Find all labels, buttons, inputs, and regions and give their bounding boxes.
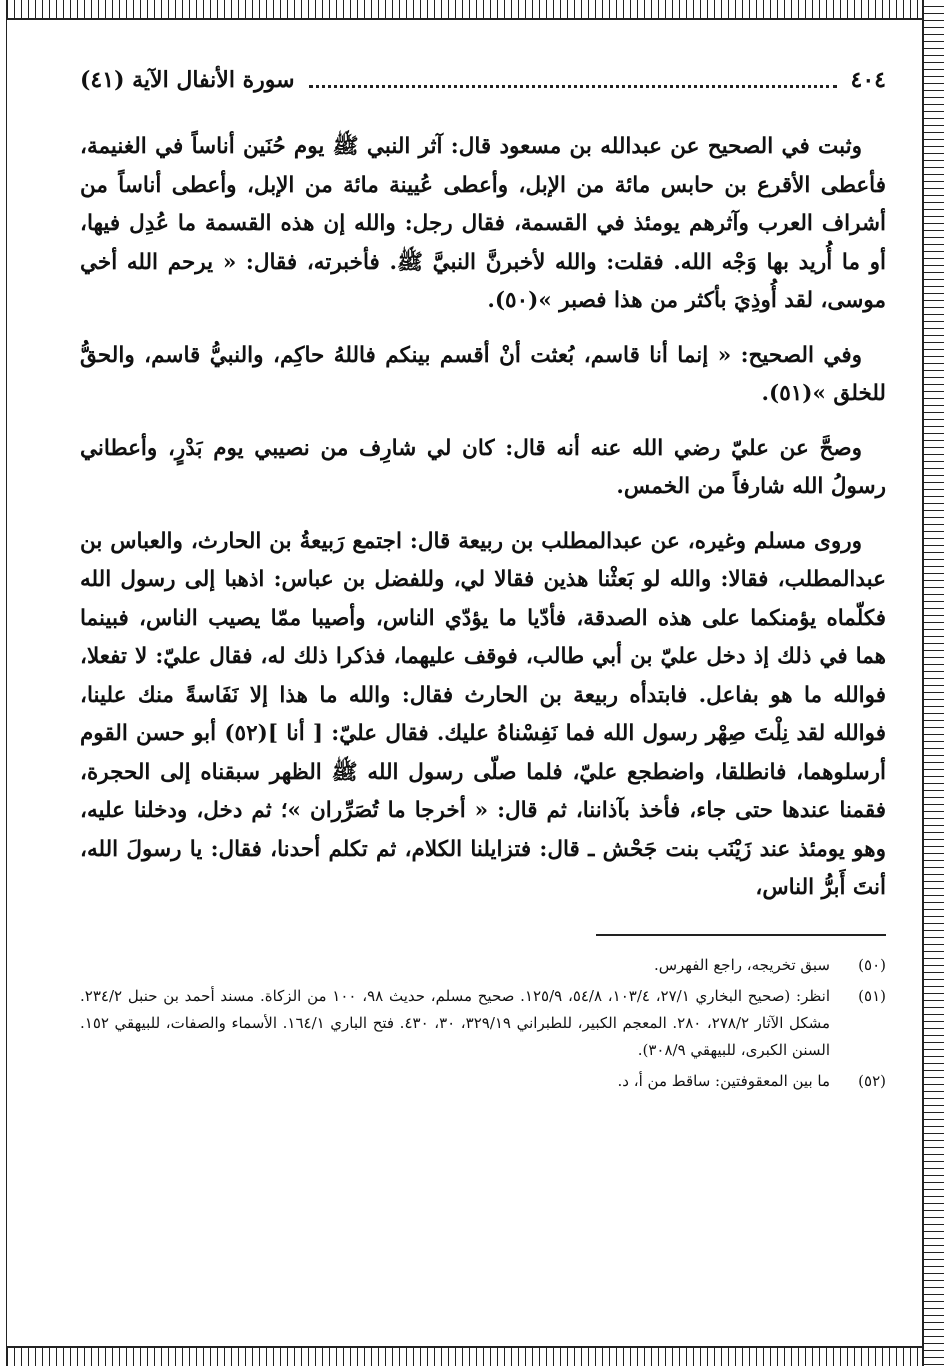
footnote-number: (٥٠)	[858, 955, 886, 974]
footnote-text: سبق تخريجه، راجع الفهرس.	[653, 955, 830, 974]
main-text	[80, 128, 886, 908]
dotted-leader	[309, 73, 837, 88]
footnote-text: ما بين المعقوفتين: ساقط من أ، د.	[617, 1071, 830, 1090]
page-number: ٤٠٤	[850, 67, 886, 93]
bottom-ornamental-border	[0, 1346, 944, 1366]
footnote-number: (٥١)	[858, 986, 886, 1005]
paragraph: وصحَّ عن عليّ رضي الله عنه أنه قال: كان لي شارِف من نصيبي يوم بَدْرٍ، وأعطاني رسولُ الله شارفاً من الخمس.	[80, 435, 886, 499]
left-edge-border	[0, 0, 7, 1366]
footnote	[80, 1068, 886, 1095]
top-ornamental-border	[0, 0, 944, 20]
footnote	[80, 983, 886, 1064]
paragraph: وروى مسلم وغيره، عن عبدالمطلب بن ربيعة قال: اجتمع رَبيعةُ بن الحارث، والعباس بن عبدالمطلب، فقالا: والله لو بَعثْنا هذين فقالا لي، وللفضل بن عباس: اذهبا إلى رسول الله فكلّماه يؤمنكما على هذه الصدقة، فأدّيا ما يؤدّي الناس، وأصيبا ممّا يصيب الناس، فبينما هما في ذلك إذ دخل عليّ بن أبي طالب، فوقف عليهما، فذكرا ذلك له، فقال عليّ: لا تفعلا، فوالله ما هو بفاعل. فابتدأه ربيعة بن الحارث فقال: والله ما هذا إلا نَفَاسةً منك علينا، فوالله لقد نِلْتَ صِهْر رسول الله فما نَفِسْناهُ عليك. فقال عليّ: [ أنا ](٥٢) أبو حسن القوم أرسلوهما، فانطلقا، واضطجع عليّ، فلما صلّى رسول الله ﷺ الظهر سبقناه إلى الحجرة، فقمنا عندها حتى جاء، فأخذ بآذاننا، ثم قال: « أخرجا ما تُصَرِّران »؛ ثم دخل، ودخلنا عليه، وهو يومئذ عند زَيْنَب بنت جَحْش ـ قال: فتزايلنا الكلام، ثم تكلم أحدنا، فقال: يا رسولَ الله، أنتَ أَبرُّ الناس،	[80, 528, 886, 900]
footnote	[80, 952, 886, 979]
footnotes	[80, 952, 886, 1095]
right-ornamental-border	[922, 0, 944, 1366]
chapter-title: سورة الأنفال الآية (٤١)	[80, 67, 295, 93]
footnote-separator	[596, 934, 886, 936]
running-header	[80, 60, 886, 100]
footnote-text: انظر: (صحيح البخاري ٢٧/١، ١٠٣/٤، ٥٤/٨، ١٢٥/٩. صحيح مسلم، حديث ٩٨، ١٠٠ من الزكاة. مسند أحمد بن حنبل ٢٣٤/٢. مشكل الآثار ٢٧٨/٢، ٢٨٠. المعجم الكبير، للطبراني ٣٢٩/١٩، ٣٠، ٤٣٠. فتح الباري ١٦٤/١. الأسماء والصفات، للبيهقي ١٥٢. السنن الكبرى، للبيهقي ٣٠٨/٩).	[80, 986, 831, 1059]
paragraph: وثبت في الصحيح عن عبدالله بن مسعود قال: آثر النبي ﷺ يوم حُنَين أناساً في الغنيمة، فأعطى الأقرع بن حابس مائة من الإبل، وأعطى عُيينة مائة من الإبل، وأعطى أناساً من أشراف العرب وآثرهم يومئذ في القسمة، فقال رجل: والله إن هذه القسمة ما عُدِل فيها، أو ما أُريد بها وَجْه الله. فقلت: والله لأخبرنَّ النبيَّ ﷺ. فأخبرته، فقال: « يرحم الله أخي موسى، لقد أُوذِيَ بأكثر من هذا فصبر »(٥٠).	[80, 134, 886, 313]
footnote-number: (٥٢)	[858, 1071, 886, 1090]
paragraph: وفي الصحيح: « إنما أنا قاسم، بُعثت أنْ أقسم بينكم فاللهُ حاكِم، والنبيُّ قاسم، والحقُّ للخلق »(٥١).	[80, 342, 886, 406]
book-page	[80, 60, 886, 1099]
